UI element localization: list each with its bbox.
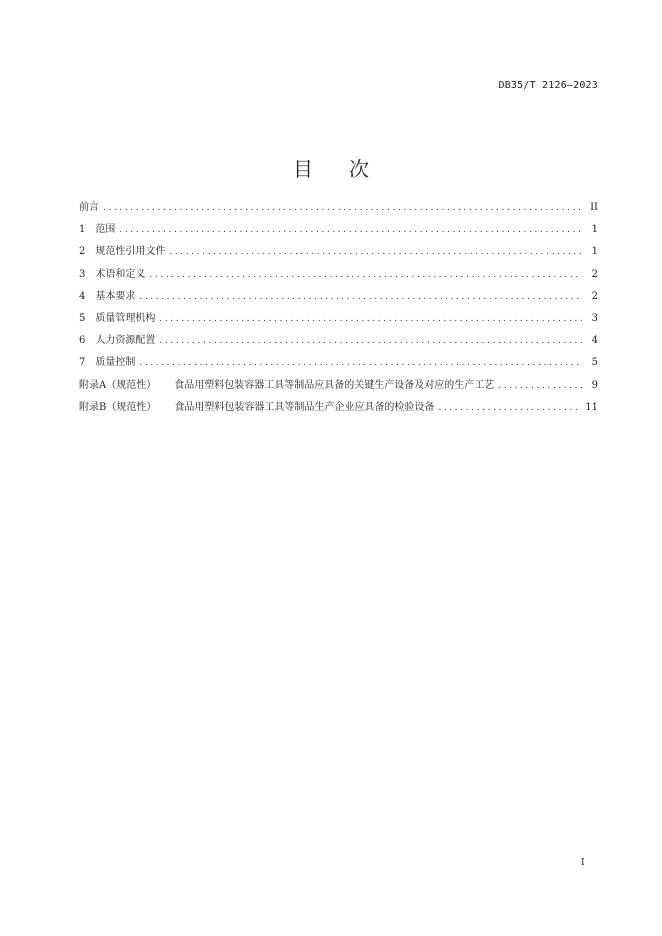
- toc-entry-page: 5: [591, 357, 598, 369]
- toc-entry-number: 4: [79, 290, 86, 302]
- toc-leader-dots: [438, 400, 581, 416]
- toc-entry-basic-requirements[interactable]: [79, 289, 598, 311]
- toc-leader-dots: [498, 378, 582, 394]
- toc-entry-quality-management[interactable]: [79, 311, 598, 333]
- toc-entry-label: 食品用塑料包装容器工具等制品生产企业应具备的检验设备: [174, 401, 435, 413]
- toc-leader-dots: [159, 333, 582, 349]
- toc-leader-dots: [159, 311, 582, 327]
- toc-entry-label: 范围: [95, 224, 116, 236]
- toc-entry-label: 术语和定义: [95, 268, 146, 280]
- toc-leader-dots: [139, 355, 582, 371]
- toc-entry-number: 5: [79, 312, 86, 324]
- toc-entry-normative-references[interactable]: [79, 244, 598, 266]
- toc-entry-scope[interactable]: [79, 222, 598, 244]
- toc-entry-page: 9: [591, 379, 598, 391]
- toc-entry-human-resources[interactable]: [79, 333, 598, 355]
- toc-entry-page: 2: [591, 268, 598, 280]
- toc-entry-foreword[interactable]: [79, 200, 598, 222]
- toc-entry-label: 前言: [79, 202, 99, 213]
- toc-entry-page: 1: [591, 224, 598, 236]
- toc-entry-page: 11: [585, 401, 598, 413]
- appendix-prefix: 附录B（规范性）: [79, 401, 157, 413]
- toc-entry-label: 基本要求: [95, 290, 136, 302]
- toc-entry-label: 规范性引用文件: [95, 246, 166, 258]
- toc-entry-label: 质量管理机构: [95, 312, 156, 324]
- table-of-contents: [79, 200, 598, 422]
- toc-entry-appendix-b[interactable]: [79, 400, 598, 422]
- toc-entry-label: 质量控制: [95, 357, 136, 369]
- toc-entry-number: 7: [79, 357, 86, 369]
- toc-leader-dots: [103, 200, 582, 216]
- toc-entry-page: 2: [591, 290, 598, 302]
- toc-entry-page: 4: [591, 335, 598, 347]
- toc-entry-number: 6: [79, 335, 86, 347]
- document-code: DB35/T 2126—2023: [498, 80, 598, 91]
- toc-entry-appendix-a[interactable]: [79, 378, 598, 400]
- toc-leader-dots: [119, 222, 582, 238]
- title-char-2: 次: [349, 157, 369, 182]
- appendix-prefix: 附录A（规范性）: [79, 379, 157, 391]
- toc-entry-terms-definitions[interactable]: [79, 267, 598, 289]
- toc-entry-quality-control[interactable]: [79, 355, 598, 377]
- toc-entry-page: 1: [591, 246, 598, 258]
- page-number: I: [581, 858, 585, 868]
- toc-entry-label: 人力资源配置: [95, 335, 156, 347]
- toc-entry-number: 3: [79, 268, 86, 280]
- toc-entry-page: 3: [591, 312, 598, 324]
- toc-entry-number: 2: [79, 246, 86, 258]
- toc-entry-number: 1: [79, 224, 86, 236]
- toc-leader-dots: [169, 244, 582, 260]
- toc-entry-label: 食品用塑料包装容器工具等制品应具备的关键生产设备及对应的生产工艺: [174, 379, 495, 391]
- toc-entry-page: II: [590, 202, 598, 213]
- toc-leader-dots: [139, 289, 582, 305]
- title-char-1: 目: [293, 157, 313, 182]
- toc-leader-dots: [149, 267, 582, 283]
- page-title: [0, 153, 662, 182]
